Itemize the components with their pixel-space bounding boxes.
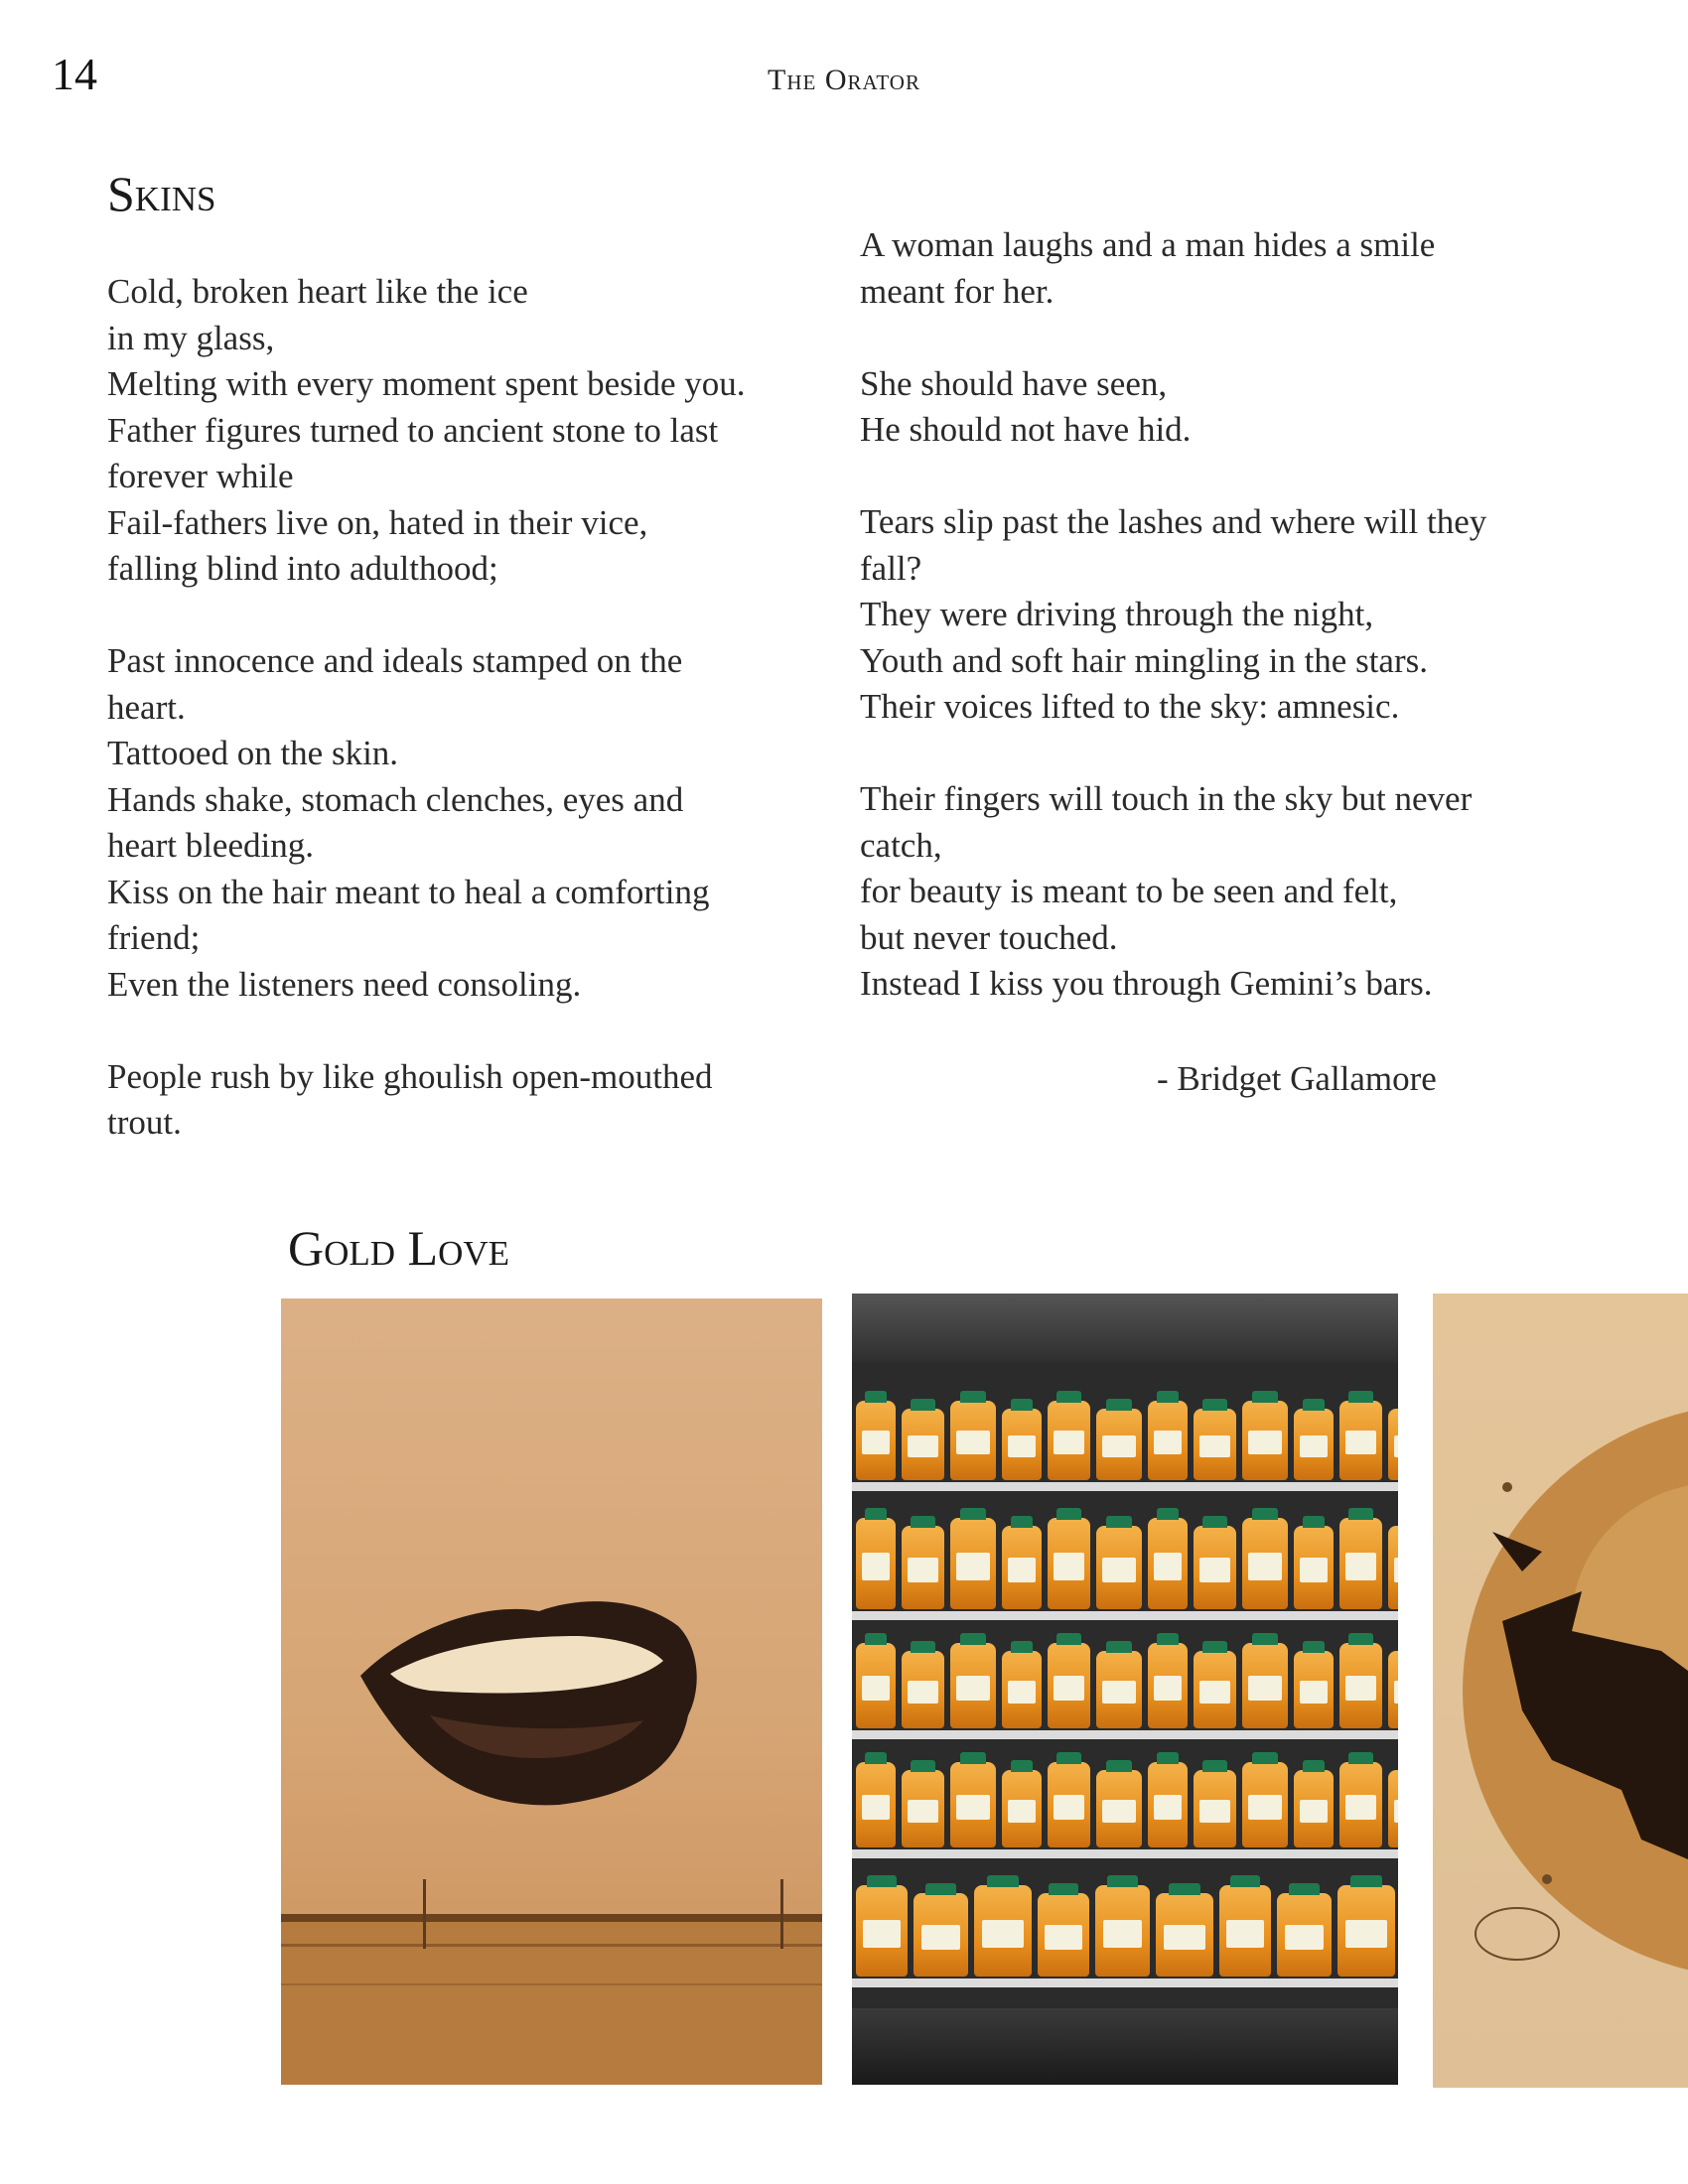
juice-bottle	[902, 1651, 944, 1728]
poem-line: They were driving through the night,	[860, 595, 1374, 633]
poem-line: fall?	[860, 548, 922, 588]
shelf-bar	[852, 1482, 1398, 1491]
photo-lips	[281, 1298, 822, 2085]
post-right	[780, 1879, 783, 1949]
shelf-row	[852, 1393, 1398, 1480]
sticker-doodle	[1476, 1908, 1559, 1960]
juice-bottle	[1294, 1409, 1334, 1480]
poem-line: People rush by like ghoulish open-mouthed	[107, 1056, 713, 1096]
page-number: 14	[52, 49, 97, 99]
juice-bottle	[950, 1643, 996, 1728]
juice-bottle	[1388, 1409, 1398, 1480]
juice-bottle	[1156, 1893, 1213, 1977]
juice-bottle	[1388, 1526, 1398, 1609]
poem-line: Tattooed on the skin.	[107, 734, 399, 772]
lips-graphic	[281, 1298, 822, 2085]
shelf-row	[852, 1636, 1398, 1728]
juice-bottle	[1038, 1893, 1089, 1977]
juice-bottle	[856, 1762, 896, 1847]
mirror-screw	[1502, 1482, 1512, 1492]
juice-bottle	[1242, 1762, 1288, 1847]
poem-title-skins: Skins	[107, 166, 216, 221]
juice-bottle	[950, 1762, 996, 1847]
poem-line: friend;	[107, 918, 201, 957]
shelf-bar	[852, 1979, 1398, 1987]
shelf-bar	[852, 1611, 1398, 1620]
mirror-screw	[1542, 1874, 1552, 1884]
shelf-row	[852, 1755, 1398, 1847]
juice-bottle	[1242, 1643, 1288, 1728]
juice-bottle	[856, 1518, 896, 1609]
poem-line: Hands shake, stomach clenches, eyes and	[107, 779, 684, 819]
juice-bottle	[1219, 1885, 1271, 1977]
poem-line: forever while	[107, 457, 294, 495]
poem-stanza	[860, 499, 1575, 731]
juice-bottle	[902, 1526, 944, 1609]
juice-bottle	[914, 1893, 968, 1977]
juice-bottle	[1194, 1409, 1236, 1480]
poem-line: Kiss on the hair meant to heal a comforting	[107, 872, 710, 911]
juice-bottle	[1294, 1770, 1334, 1847]
juice-bottle	[950, 1518, 996, 1609]
poem-stanza	[107, 638, 842, 1008]
juice-bottle	[1337, 1885, 1395, 1977]
juice-bottle	[1294, 1526, 1334, 1609]
juice-bottle	[1339, 1518, 1382, 1609]
poem-line: catch,	[860, 825, 942, 865]
post-left	[423, 1879, 426, 1949]
juice-bottle	[1339, 1401, 1382, 1480]
juice-bottle	[1242, 1518, 1288, 1609]
juice-bottle	[856, 1401, 896, 1480]
juice-bottle	[1148, 1518, 1188, 1609]
juice-bottle	[1194, 1651, 1236, 1728]
shelf-bar	[852, 1849, 1398, 1858]
poem-line: Youth and soft hair mingling in the stars.	[860, 640, 1428, 680]
shelf-row	[852, 1512, 1398, 1609]
shelf-top-frame	[852, 1294, 1398, 1363]
juice-bottle	[1294, 1651, 1334, 1728]
poem-byline: - Bridget Gallamore	[1157, 1059, 1437, 1098]
floor-band	[281, 1914, 822, 2085]
juice-bottle	[856, 1643, 896, 1728]
juice-bottle	[1339, 1762, 1382, 1847]
poem-line: Even the listeners need consoling.	[107, 964, 582, 1004]
poem-line: Melting with every moment spent beside you.	[107, 364, 746, 403]
juice-bottle	[902, 1770, 944, 1847]
juice-bottle	[1002, 1526, 1042, 1609]
juice-bottle	[1048, 1643, 1090, 1728]
juice-bottle	[1096, 1409, 1142, 1480]
photo-juice-shelves	[852, 1294, 1398, 2085]
poem-title-gold-love: Gold Love	[288, 1220, 510, 1276]
juice-bottle	[902, 1409, 944, 1480]
poem-line: Fail-fathers live on, hated in their vice,	[107, 502, 648, 542]
juice-bottle	[1048, 1401, 1090, 1480]
shelf-bottom-base	[852, 2008, 1398, 2085]
floor-line	[281, 1944, 822, 1947]
poem-line: Their voices lifted to the sky: amnesic.	[860, 687, 1400, 726]
juice-bottle	[1096, 1770, 1142, 1847]
poem-line: meant for her.	[860, 271, 1055, 311]
juice-bottle	[1002, 1409, 1042, 1480]
shelf-row	[852, 1879, 1398, 1977]
juice-bottle	[1339, 1643, 1382, 1728]
juice-bottle	[1388, 1770, 1398, 1847]
poem-line: Tears slip past the lashes and where will they	[860, 502, 1487, 541]
juice-bottle	[1048, 1518, 1090, 1609]
poem-line: trout.	[107, 1103, 182, 1142]
poem-line: in my glass,	[107, 318, 275, 357]
juice-bottle	[1277, 1893, 1332, 1977]
poem-stanza	[860, 361, 1575, 454]
poem-stanza	[860, 776, 1575, 1008]
photo-round-mirror	[1433, 1294, 1688, 2088]
juice-bottle	[1242, 1401, 1288, 1480]
poem-stanza	[107, 1054, 842, 1147]
juice-bottle	[1095, 1885, 1150, 1977]
poem-line: Their fingers will touch in the sky but never	[860, 779, 1473, 818]
juice-bottle	[1048, 1762, 1090, 1847]
floor-line	[281, 1983, 822, 1985]
juice-bottle	[1002, 1770, 1042, 1847]
juice-bottle	[1194, 1526, 1236, 1609]
lips-shape	[360, 1601, 697, 1805]
shelf-bar	[852, 1730, 1398, 1739]
poem-line: A woman laughs and a man hides a smile	[860, 225, 1436, 264]
juice-bottle	[950, 1401, 996, 1480]
juice-bottle	[1002, 1651, 1042, 1728]
poem-line: Father figures turned to ancient stone to last	[107, 410, 719, 450]
juice-bottle	[1194, 1770, 1236, 1847]
floor-edge	[281, 1914, 822, 1922]
poem-line: heart bleeding.	[107, 826, 314, 865]
poem-column-left	[107, 269, 842, 1147]
running-head: The Orator	[768, 64, 920, 96]
poem-line: for beauty is meant to be seen and felt,	[860, 872, 1398, 910]
poem-line: Past innocence and ideals stamped on the	[107, 641, 683, 680]
juice-bottle	[856, 1885, 908, 1977]
juice-bottle	[1148, 1762, 1188, 1847]
poem-line: heart.	[107, 687, 186, 727]
mirror-graphic	[1433, 1294, 1688, 2088]
juice-bottle	[1388, 1651, 1398, 1728]
poem-column-right	[860, 222, 1575, 1008]
juice-bottle	[974, 1885, 1032, 1977]
juice-bottle	[1096, 1651, 1142, 1728]
poem-line: Instead I kiss you through Gemini’s bars.	[860, 964, 1433, 1003]
poem-stanza	[860, 222, 1575, 315]
poem-line: falling blind into adulthood;	[107, 549, 498, 588]
juice-bottle	[1096, 1526, 1142, 1609]
poem-line: She should have seen,	[860, 363, 1168, 403]
juice-bottle	[1148, 1401, 1188, 1480]
juice-bottle	[1148, 1643, 1188, 1728]
poem-line: He should not have hid.	[860, 410, 1192, 449]
poem-line: but never touched.	[860, 917, 1118, 957]
poem-stanza	[107, 269, 842, 593]
poem-line: Cold, broken heart like the ice	[107, 272, 528, 311]
